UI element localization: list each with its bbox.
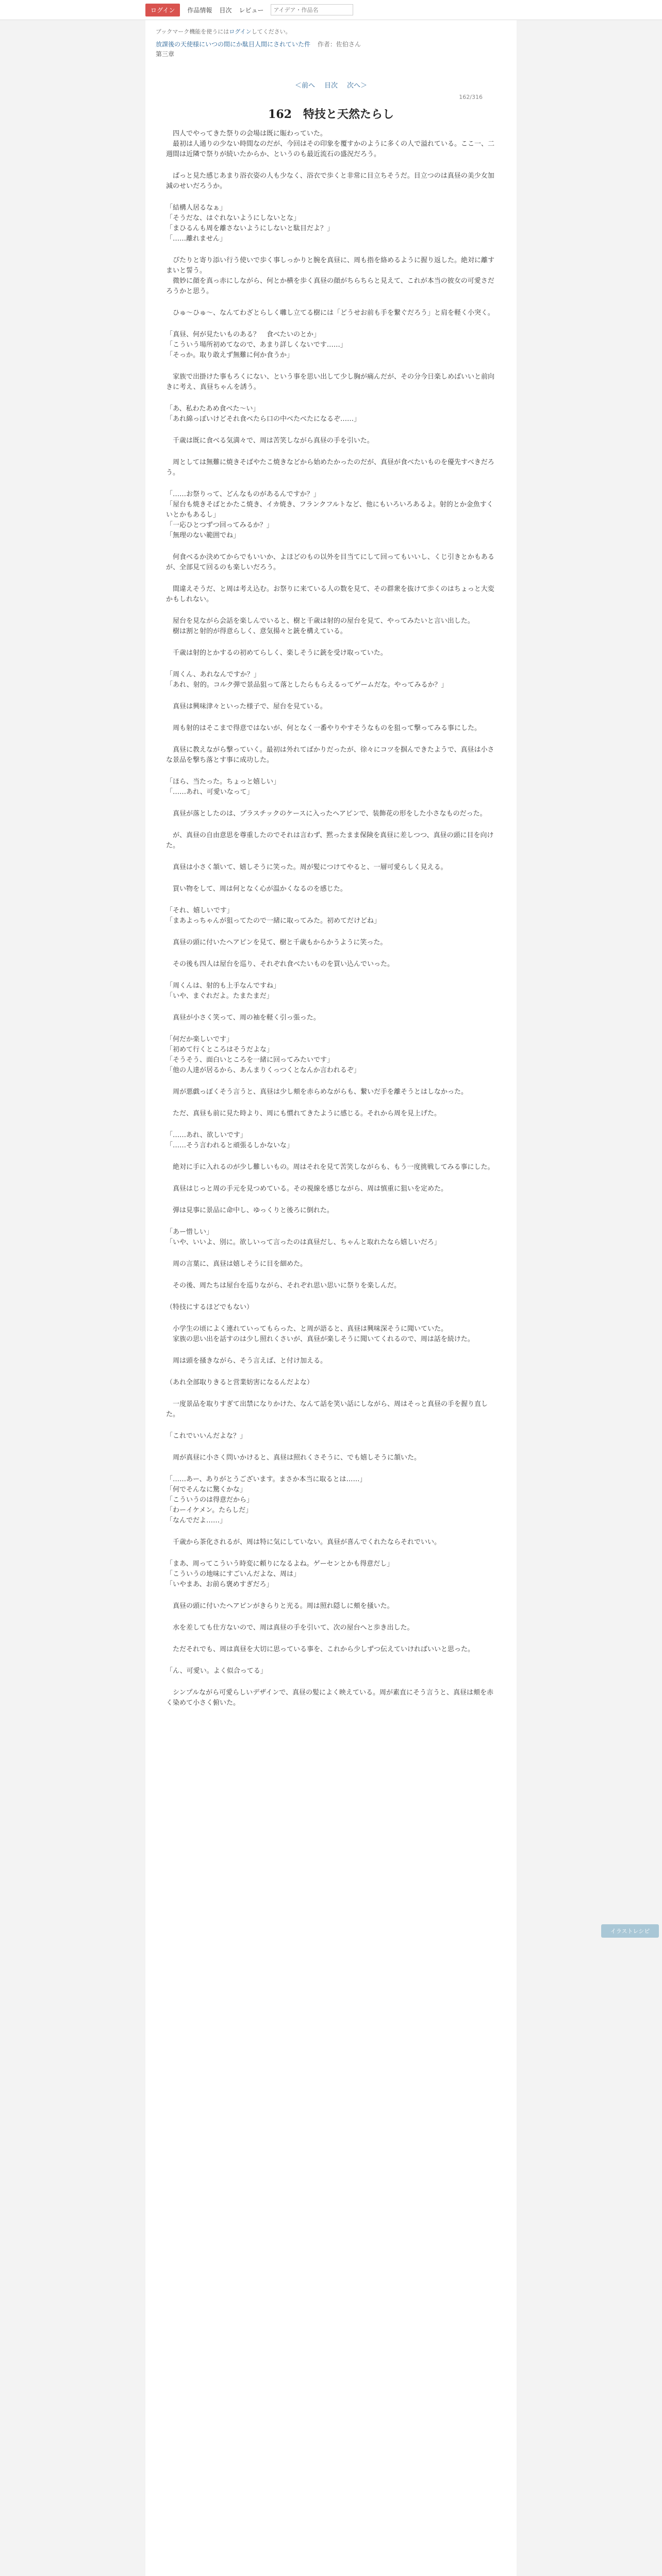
bookmark-notice [145,20,517,38]
novel-author: 作者：佐伯さん [317,41,361,48]
body-paragraph: 真昼はじっと周の手元を見つめている。その視線を感じながら、周は慎重に狙いを定めた。 [166,1185,448,1193]
body-paragraph: 周としては無難に焼きそばやたこ焼きなどから始めたかったのだが、真昼が食べたいものを優先すべきだろう。 [166,459,494,477]
body-paragraph: 絶対に手に入れるのが少し難しいもの。周はそれを見て苦笑しながらも、もう一度挑戦してみる事にした。 [166,1163,494,1171]
body-paragraph: 真昼に教えながら撃っていく。最初は外れてばかりだったが、徐々にコツを掴んできたようで、真昼は小さな景品を撃ち落とす事に成功した。 [166,746,494,764]
body-paragraph: 「それ、嬉しいです」 「まあよっちゃんが狙ってたので一緒に取ってみた。初めてだけどね」 [166,907,381,925]
page-number: 162/316 [459,94,483,100]
body-paragraph: 千歳は射的とかするの初めてらしく、楽しそうに銃を受け取っていた。 [166,649,387,657]
body-paragraph: 何食べるか決めてからでもいいか、よほどのもの以外を目当てにして回ってもいいし、くじ引きとかもあるが、全部見て回るのも楽しいだろう。 [166,553,494,571]
body-paragraph: 弾は見事に景品に命中し、ゆっくりと後ろに倒れた。 [166,1207,334,1214]
novel-title-link[interactable]: 放課後の天使様にいつの間にか駄目人間にされていた件 [156,41,311,48]
body-paragraph: （あれ全部取りきると営業妨害になるんだよな） [166,1379,314,1386]
body-paragraph: 四人でやってきた祭りの会場は既に賑わっていた。 最初は人通りの少ない時間なのだが、今回はその印象を覆すかのように多くの人で溢れている。ここ一、二週間は近隣で祭りが続いたからか、というのも最近流石の盛況だろう。 [166,130,495,158]
body-paragraph: 真昼が小さく笑って、周の袖を軽く引っ張った。 [166,1014,320,1022]
body-paragraph: 「まあ、周ってこういう時変に頼りになるよね。ゲーセンとかも得意だし」 「こういうの地味にすごいんだよな、周は」 「いやまあ、お前ら褒めすぎだろ」 [166,1560,394,1588]
body-paragraph: 「……お祭りって、どんなものがあるんですか？」 「屋台も焼きそばとかたこ焼き、イカ焼き、フランクフルトなど、他にもいろいろあるよ。射的とか金魚すくいとかもあるし」 「一応ひとつずつ回ってみるか？」 「無理のない範囲でね」 [166,490,493,539]
body-paragraph: 「これでいいんだよな？」 [166,1432,247,1440]
search-input[interactable] [271,4,353,15]
body-paragraph: 千歳は既に食べる気満々で、周は苦笑しながら真昼の手を引いた。 [166,437,374,445]
notice-login-link[interactable]: ログイン [229,28,252,35]
body-paragraph: 「ん、可愛い。よく似合ってる」 [166,1667,267,1675]
body-paragraph: ひゅ〜ひゅ〜、なんてわざとらしく囃し立てる樹には「どうせお前も手を繋ぐだろう」と肩を軽く小突く。 [166,309,494,317]
body-paragraph: 水を差しても仕方ないので、周は真昼の手を引いて、次の屋台へと歩き出した。 [166,1624,414,1632]
body-paragraph: 「結構人居るなぁ」 「そうだな、はぐれないようにしないとな」 「まひるんも周を離さないようにしないと駄目だよ？」 「……離れません」 [166,204,334,243]
body-paragraph: ただそれでも、周は真昼を大切に思っている事を、これから少しずつ伝えていければいいと思った。 [166,1646,475,1653]
prev-link[interactable]: ＜前へ [294,82,315,90]
body-paragraph: 真昼が落としたのは、プラスチックのケースに入ったヘアピンで、装飾花の形をした小さなものだった。 [166,810,487,818]
illustration-button[interactable]: イラストレシピ [601,1924,659,1938]
episode-body [145,129,517,1708]
body-paragraph: 「真昼、何が見たいものある？ 食べたいのとか」 「こういう場所初めてなので、あまり詳しくないです……」 「そっか。取り敢えず無難に何か食うか」 [166,331,347,359]
body-paragraph: 「ほら、当たった。ちょっと嬉しい」 「……あれ、可愛いなって」 [166,778,280,796]
toc-link[interactable]: 目次 [324,82,338,90]
body-paragraph: ただ、真昼も前に見た時より、周にも慣れてきたように感じる。それから周を見上げた。 [166,1110,441,1117]
body-paragraph: 周も射的はそこまで得意ではないが、何となく一番やりやすそうなものを狙って撃ってみる事にした。 [166,724,482,732]
body-paragraph: 周の言葉に、真昼は嬉しそうに目を細めた。 [166,1260,307,1268]
body-paragraph: シンプルながら可愛らしいデザインで、真昼の髪によく映えている。周が素直にそう言うと、真昼は頬を赤く染めて小さく俯いた。 [166,1689,493,1707]
pager [145,58,517,90]
body-paragraph: ぱっと見た感じあまり浴衣姿の人も少なく、浴衣で歩くと非常に目立ちそうだ。目立つのは真昼の美少女加減のせいだろうか。 [166,172,494,190]
nav-link-review[interactable]: レビュー [239,6,264,14]
body-paragraph: 「周くん、あれなんですか？」 「あれ、射的。コルク弾で景品狙って落としたらもらえるってゲームだな。やってみるか？」 [166,671,448,689]
novel-title [145,38,517,48]
body-paragraph: 一度景品を取りすぎて出禁になりかけた、なんて話を笑い話にしながら、周はそっと真昼の手を握り直した。 [166,1400,488,1418]
body-paragraph: 真昼は小さく頷いて、嬉しそうに笑った。周が髪につけてやると、一層可愛らしく見える。 [166,863,448,871]
body-paragraph: 真昼は興味津々といった様子で、屋台を見ている。 [166,703,327,710]
body-paragraph: 「……あれ、欲しいです」 「……そう言われると頑張るしかないな」 [166,1131,294,1149]
top-navbar [0,0,662,20]
body-paragraph: ぴたりと寄り添い行う使いで歩く事しっかりと腕を真昼に、周も指を絡めるように握り返した。絶対に離すまいと誓う。 微妙に顔を真っ赤にしながら、何とか横を歩く真昼の顔がちらちらと見えて、これが本当の彼女の可愛さだろうかと思う。 [166,257,495,295]
nav-link-info[interactable]: 作品情報 [187,6,212,14]
body-paragraph: 「あ、私わたあめ食べた〜い」 「あれ綿っぽいけどそれ食べたら口の中べたべたになるぞ……」 [166,405,361,423]
nav-link-toc[interactable]: 目次 [219,6,232,14]
body-paragraph: 家族で出掛けた事もろくにない、という事を思い出して少し胸が痛んだが、その分今日楽しめばいいと前向きに考え、真昼ちゃんを誘う。 [166,373,495,391]
notice-suffix: してください。 [251,28,291,35]
body-paragraph: 買い物をして、周は何となく心が温かくなるのを感じた。 [166,885,347,893]
body-paragraph: 「……あー、ありがとうございます。まさか本当に取るとは……」 「何でそんなに驚くかな」 「こういうのは得意だから」 「わーイケメン。たらしだ」 「なんでだよ……」 [166,1476,367,1524]
body-paragraph: が、真昼の自由意思を尊重したのでそれは言わず、黙ったまま保険を真昼に差しつつ、真昼の頭に目を向けた。 [166,832,494,850]
body-paragraph: （特技にするほどでもない） [166,1303,254,1311]
body-paragraph: 小学生の頃によく連れていってもらった、と周が語ると、真昼は興味深そうに聞いていた。 家族の思い出を話すのは少し照れくさいが、真昼が楽しそうに聞いてくれるので、周は話を続けた。 [173,1325,474,1343]
body-paragraph: 「あー惜しい」 「いや、いいよ、別に。欲しいって言ったのは真昼だし、ちゃんと取れたなら嬉しいだろ」 [166,1228,441,1246]
login-button[interactable]: ログイン [145,4,180,16]
body-paragraph: 周が真昼に小さく問いかけると、真昼は照れくさそうに、でも嬉しそうに頷いた。 [166,1454,421,1462]
body-paragraph: 千歳から茶化されるが、周は特に気にしていない。真昼が喜んでくれたならそれでいい。 [166,1538,441,1546]
reader-container [145,20,517,2576]
body-paragraph: 周は頭を掻きながら、そう言えば、と付け加える。 [166,1357,327,1365]
next-link[interactable]: 次へ＞ [347,82,368,90]
body-paragraph: その後、周たちは屋台を巡りながら、それぞれ思い思いに祭りを楽しんだ。 [166,1282,401,1290]
body-paragraph: 「周くんは、射的も上手なんですね」 「いや、まぐれだよ。たまたまだ」 [166,982,280,1000]
body-paragraph: 「何だか楽しいです」 「初めて行くところはそうだよな」 「そうそう、面白いところを一緒に回ってみたいです」 「他の人達が居るから、あんまりくっつくとなんか言われるぞ」 [166,1036,360,1074]
body-paragraph: 真昼の頭に付いたヘアピンを見て、樹と千歳もからかうように笑った。 [166,939,387,946]
body-paragraph: 間違えそうだ、と周は考え込む。お祭りに来ている人の数を見て、その群衆を抜けて歩くのはちょっと大変かもしれない。 [166,585,494,603]
body-paragraph: その後も四人は屋台を巡り、それぞれ食べたいものを買い込んでいった。 [166,960,394,968]
body-paragraph: 真昼の頭に付いたヘアピンがきらりと光る。周は照れ隠しに頬を掻いた。 [166,1602,394,1610]
body-paragraph: 周が悪戯っぽくそう言うと、真昼は少し頬を赤らめながらも、繋いだ手を離そうとはしなかった。 [166,1088,468,1096]
chapter-name: 第三章 [156,50,175,58]
body-paragraph: 屋台を見ながら会話を楽しんでいると、樹と千歳は射的の屋台を見て、やってみたいと言い出した。 樹は割と射的が得意らしく、意気揚々と銃を構えている。 [173,617,474,635]
notice-prefix: ブックマーク機能を使うには [156,28,229,35]
episode-title: 162 特技と天然たらし [268,108,394,121]
